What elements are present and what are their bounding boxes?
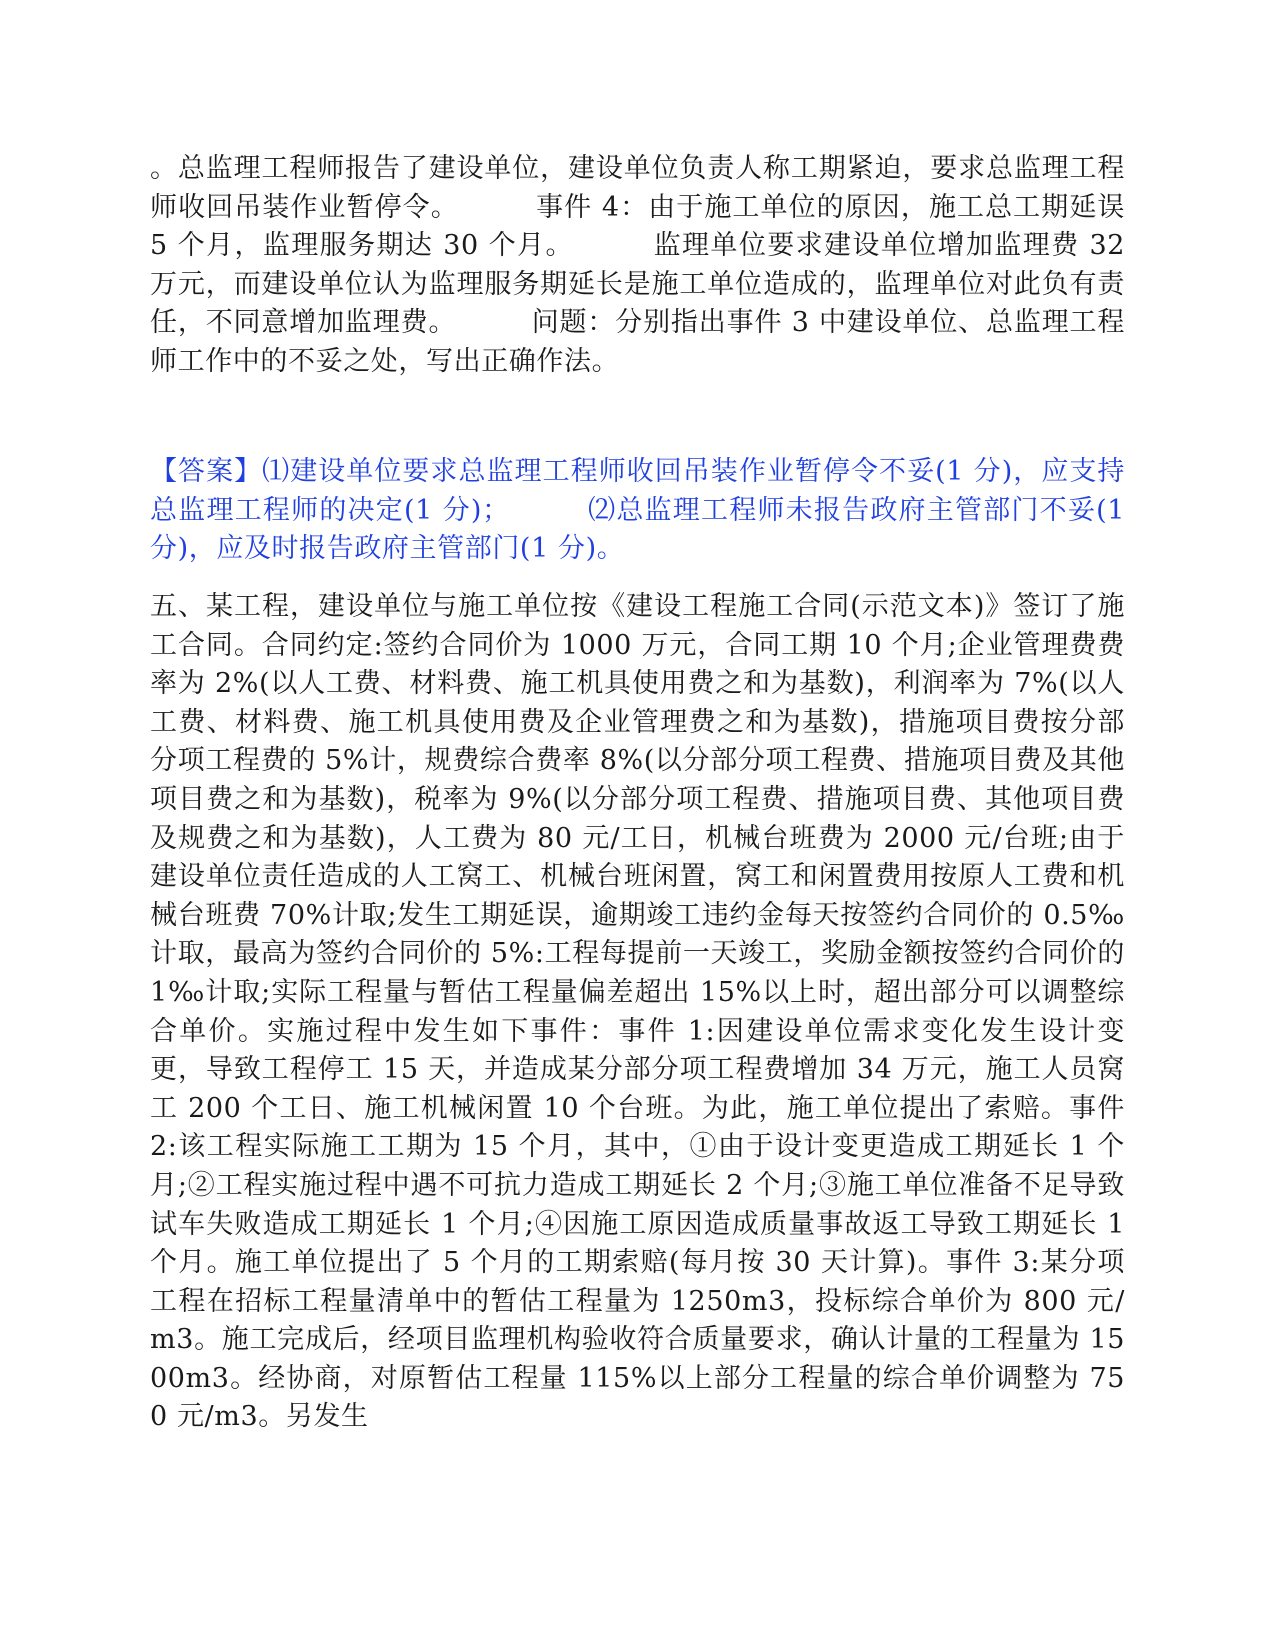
problem-five-paragraph: 五、某工程，建设单位与施工单位按《建设工程施工合同(示范文本)》签订了施工合同。合同约定:签约合同价为 1000 万元，合同工期 10 个月;企业管理费费率为 2%(以人工费、材料费、施工机具使用费之和为基数)，利润率为 7%(以人工费、材料费、施工机具使用费及企业管理费之和为基数)，措施项目费按分部分项工程费的 5%计，规费综合费率 8%(以分部分项工程费、措施项目费及其他项目费之和为基数)，税率为 9%(以分部分项工程费、措施项目费、其他项目费及规费之和为基数)，人工费为 80 元/工日，机械台班费为 2000 元/台班;由于建设单位责任造成的人工窝工、机械台班闲置，窝工和闲置费用按原人工费和机械台班费 70%计取;发生工期延误，逾期竣工违约金每天按签约合同价的 0.5‰计取，最高为签约合同价的 5%:工程每提前一天竣工，奖励金额按签约合同价的 1‰计取;实际工程量与暂估工程量偏差超出 15%以上时，超出部分可以调整综合单价。实施过程中发生如下事件：事件 1:因建设单位需求变化发生设计变更，导致工程停工 15 天，并造成某分部分项工程费增加 34 万元，施工人员窝工 200 个工日、施工机械闲置 10 个台班。为此，施工单位提出了索赔。事件 2:该工程实际施工工期为 15 个月，其中，①由于设计变更造成工期延长 1 个月;②工程实施过程中遇不可抗力造成工期延长 2 个月;③施工单位准备不足导致试车失败造成工期延长 1 个月;④因施工原因造成质量事故返工导致工期延长 1 个月。施工单位提出了 5 个月的工期索赔(每月按 30 天计算)。事件 3:某分项工程在招标工程量清单中的暂估工程量为 1250m3，投标综合单价为 800 元/m3。施工完成后，经项目监理机构验收符合质量要求，确认计量的工程量为 1500m3。经协商，对原暂估工程量 115%以上部分工程量的综合单价调整为 750 元/m3。另发生 [150,591,1135,1433]
question-continuation-paragraph: 。总监理工程师报告了建设单位，建设单位负责人称工期紧迫，要求总监理工程师收回吊装作业暂停令。 事件 4：由于施工单位的原因，施工总工期延误 5 个月，监理服务期达 30 个月。 监理单位要求建设单位增加监理费 32 万元，而建设单位认为监理服务期延长是施工单位造成的，监理单位对此负有责任，不同意增加监理费。 问题：分别指出事件 3 中建设单位、总监理工程师工作中的不妥之处，写出正确作法。 [150,153,1135,377]
answer-paragraph: 【答案】⑴建设单位要求总监理工程师收回吊装作业暂停令不妥(1 分)，应支持总监理工程师的决定(1 分)； ⑵总监理工程师未报告政府主管部门不妥(1 分)，应及时报告政府主管部门(1 分)。 [150,456,1135,565]
